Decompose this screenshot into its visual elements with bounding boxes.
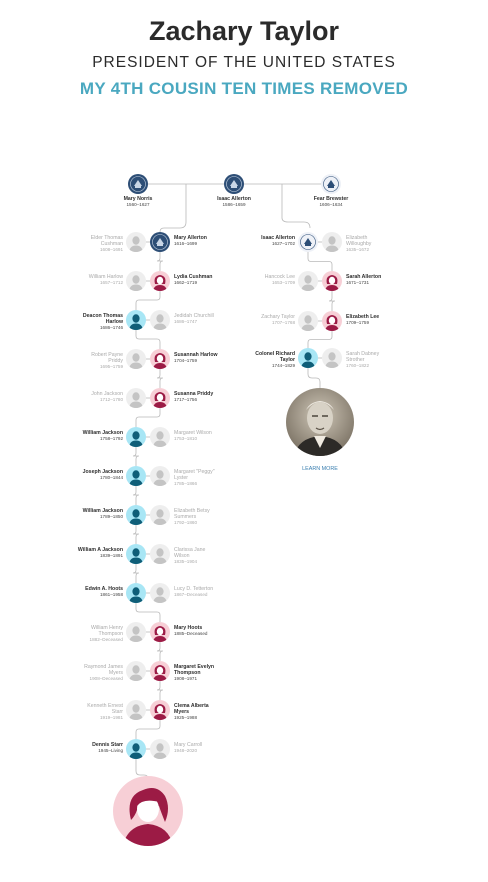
left-gen-7-outer-avatar[interactable] bbox=[126, 466, 146, 486]
left-gen-5-outer-label bbox=[77, 391, 123, 403]
left-gen-12-inner-avatar[interactable] bbox=[150, 661, 170, 681]
left-gen-1-outer-avatar-icon bbox=[126, 232, 146, 252]
right-gen-3-inner-label bbox=[346, 314, 392, 326]
left-gen-3-inner-avatar[interactable] bbox=[150, 310, 170, 330]
left-gen-1-inner-label bbox=[174, 235, 220, 247]
person-name: Elizabeth Betsy Summers bbox=[174, 508, 210, 521]
person-name: William A Jackson bbox=[77, 547, 123, 553]
person-dates: 1662–1719 bbox=[174, 280, 197, 286]
left-gen-4-inner-label bbox=[174, 352, 220, 364]
left-gen-11-outer-label bbox=[77, 625, 123, 644]
left-gen-5-inner-avatar[interactable] bbox=[150, 388, 170, 408]
connector-line bbox=[133, 525, 139, 544]
right-gen-1-inner-label bbox=[346, 235, 392, 254]
person-name: Edwin A. Hoots bbox=[85, 586, 123, 592]
person-dates: 1616–1699 bbox=[174, 241, 197, 247]
connector-line bbox=[157, 642, 163, 661]
right-gen-1-inner-avatar[interactable] bbox=[322, 232, 342, 252]
left-gen-8-inner-label bbox=[174, 508, 220, 527]
left-gen-3-inner-label bbox=[174, 313, 220, 325]
person-dates: 1671–1731 bbox=[346, 280, 369, 286]
person-name: William Jackson bbox=[82, 508, 123, 514]
left-gen-14-inner-avatar[interactable] bbox=[150, 739, 170, 759]
ancestor-avatar-2[interactable] bbox=[224, 174, 244, 194]
right-gen-1-inner-avatar-icon bbox=[322, 232, 342, 252]
left-gen-12-inner-label bbox=[174, 664, 220, 683]
person-dates: 1882–Deceased bbox=[89, 637, 123, 643]
left-gen-3-outer-label bbox=[77, 313, 123, 332]
person-name: Deacon Thomas Harlow bbox=[82, 313, 123, 326]
left-gen-10-outer-label bbox=[77, 586, 123, 598]
right-gen-4-inner-avatar-icon bbox=[322, 348, 342, 368]
left-gen-12-inner-avatar-icon bbox=[150, 661, 170, 681]
left-gen-12-outer-avatar-icon bbox=[126, 661, 146, 681]
person-name: Isaac Allerton bbox=[261, 235, 295, 241]
left-gen-7-inner-label bbox=[174, 469, 220, 488]
right-gen-1-outer-avatar-icon bbox=[298, 232, 318, 252]
left-gen-3-inner-avatar-icon bbox=[150, 310, 170, 330]
left-gen-10-outer-avatar[interactable] bbox=[126, 583, 146, 603]
left-gen-2-outer-avatar[interactable] bbox=[126, 271, 146, 291]
right-gen-3-outer-avatar-icon bbox=[298, 311, 318, 331]
left-gen-11-inner-avatar[interactable] bbox=[150, 622, 170, 642]
person-name: Clarissa Jane Wilson bbox=[174, 547, 206, 560]
left-gen-4-outer-label bbox=[77, 352, 123, 371]
connector-line bbox=[133, 564, 139, 583]
connector-line bbox=[136, 408, 160, 427]
right-gen-1-outer-avatar[interactable] bbox=[298, 232, 318, 252]
ancestor-avatar-2-icon bbox=[224, 174, 244, 194]
right-gen-3-inner-avatar[interactable] bbox=[322, 311, 342, 331]
left-gen-13-inner-label bbox=[174, 703, 220, 722]
left-gen-10-inner-avatar[interactable] bbox=[150, 583, 170, 603]
person-name: Elizabeth Lee bbox=[346, 314, 380, 320]
left-gen-8-outer-label bbox=[77, 508, 123, 520]
left-gen-2-outer-label bbox=[77, 274, 123, 286]
person-name: Margaret Wilson bbox=[174, 430, 212, 436]
left-gen-10-inner-avatar-icon bbox=[150, 583, 170, 603]
person-name: Sarah Dabney Strother bbox=[346, 351, 380, 364]
right-gen-4-inner-label bbox=[346, 351, 392, 370]
left-gen-4-outer-avatar[interactable] bbox=[126, 349, 146, 369]
left-gen-1-inner-avatar-icon bbox=[150, 232, 170, 252]
left-gen-7-outer-avatar-icon bbox=[126, 466, 146, 486]
left-gen-2-outer-avatar-icon bbox=[126, 271, 146, 291]
person-name: Fear Brewster bbox=[313, 196, 349, 202]
person-name: Jedidah Churchill bbox=[174, 313, 214, 319]
left-gen-14-inner-avatar-icon bbox=[150, 739, 170, 759]
person-dates: 1627–1702 bbox=[272, 241, 295, 247]
person-dates: 1780–1844 bbox=[100, 475, 123, 481]
connector-line bbox=[308, 368, 320, 388]
left-gen-7-outer-label bbox=[77, 469, 123, 481]
connector-line bbox=[157, 369, 163, 388]
left-gen-13-inner-avatar-icon bbox=[150, 700, 170, 720]
left-gen-9-inner-label bbox=[174, 547, 220, 566]
person-dates: 1686–1746 bbox=[100, 325, 123, 331]
right-gen-4-inner-avatar[interactable] bbox=[322, 348, 342, 368]
left-gen-12-outer-avatar[interactable] bbox=[126, 661, 146, 681]
person-dates: 1758–1792 bbox=[100, 436, 123, 442]
person-name: Mary Norris bbox=[123, 196, 153, 202]
left-gen-13-outer-avatar[interactable] bbox=[126, 700, 146, 720]
person-name: Colonel Richard Taylor bbox=[255, 351, 295, 364]
left-gen-4-inner-avatar-icon bbox=[150, 349, 170, 369]
connector-line bbox=[136, 330, 160, 349]
person-name: Raymond James Myers bbox=[84, 664, 123, 677]
right-gen-2-outer-avatar-icon bbox=[298, 271, 318, 291]
person-name: Kenneth Ernest Starr bbox=[87, 703, 123, 716]
left-gen-14-outer-label bbox=[77, 742, 123, 754]
person-name: Clema Alberta Myers bbox=[174, 703, 209, 716]
person-dates: 1925–1988 bbox=[174, 715, 197, 721]
right-gen-3-inner-avatar-icon bbox=[322, 311, 342, 331]
left-gen-14-outer-avatar[interactable] bbox=[126, 739, 146, 759]
left-gen-9-outer-avatar[interactable] bbox=[126, 544, 146, 564]
person-name: Hancock Lee bbox=[264, 274, 295, 280]
left-gen-9-outer-avatar-icon bbox=[126, 544, 146, 564]
ancestor-label-2 bbox=[204, 196, 264, 208]
person-dates: 1792–1860 bbox=[174, 520, 197, 526]
person-name: Dennis Starr bbox=[92, 742, 123, 748]
person-dates: 1789–1850 bbox=[100, 514, 123, 520]
right-gen-2-inner-label bbox=[346, 274, 392, 286]
left-gen-4-inner-avatar[interactable] bbox=[150, 349, 170, 369]
left-gen-13-outer-avatar-icon bbox=[126, 700, 146, 720]
connector-line bbox=[136, 291, 160, 310]
my-profile-avatar[interactable] bbox=[113, 776, 183, 846]
connector-line bbox=[136, 720, 160, 739]
person-name: Joseph Jackson bbox=[82, 469, 123, 475]
connector-line bbox=[308, 252, 332, 271]
person-name: William Jackson bbox=[82, 430, 123, 436]
person-dates: 1707–1768 bbox=[272, 320, 295, 326]
left-gen-5-outer-avatar-icon bbox=[126, 388, 146, 408]
left-gen-7-inner-avatar-icon bbox=[150, 466, 170, 486]
left-gen-9-inner-avatar[interactable] bbox=[150, 544, 170, 564]
page-title: Zachary Taylor bbox=[148, 16, 340, 46]
person-dates: 1867–Deceased bbox=[174, 592, 208, 598]
left-gen-6-outer-label bbox=[77, 430, 123, 442]
person-name: Lydia Cushman bbox=[174, 274, 213, 280]
person-name: Elder Thomas Cushman bbox=[90, 235, 123, 248]
person-name: Susannah Harlow bbox=[174, 352, 218, 358]
person-dates: 1653–1709 bbox=[272, 280, 295, 286]
ancestor-avatar-3[interactable] bbox=[321, 174, 341, 194]
person-dates: 1606–1634 bbox=[319, 202, 343, 208]
left-gen-10-inner-label bbox=[174, 586, 220, 598]
ancestor-label-1 bbox=[108, 196, 168, 208]
person-name: Margaret Evelyn Thompson bbox=[174, 664, 215, 677]
right-gen-4-outer-label bbox=[249, 351, 295, 370]
person-dates: 1945–Living bbox=[98, 748, 123, 754]
left-gen-5-outer-avatar[interactable] bbox=[126, 388, 146, 408]
person-dates: 1835–1904 bbox=[174, 559, 197, 565]
left-gen-9-outer-label bbox=[77, 547, 123, 559]
left-gen-14-inner-label bbox=[174, 742, 220, 754]
left-gen-11-inner-label bbox=[174, 625, 220, 637]
right-gen-2-outer-label bbox=[249, 274, 295, 286]
left-gen-8-inner-avatar-icon bbox=[150, 505, 170, 525]
person-dates: 1885–Deceased bbox=[174, 631, 208, 637]
person-name: Mary Allerton bbox=[174, 235, 207, 241]
ancestor-avatar-1[interactable] bbox=[128, 174, 148, 194]
right-gen-4-outer-avatar[interactable] bbox=[298, 348, 318, 368]
relationship-label: MY 4TH COUSIN TEN TIMES REMOVED bbox=[79, 79, 409, 98]
right-gen-2-inner-avatar[interactable] bbox=[322, 271, 342, 291]
left-gen-6-inner-avatar-icon bbox=[150, 427, 170, 447]
page-subtitle: PRESIDENT OF THE UNITED STATES bbox=[92, 54, 396, 71]
person-name: William Harlow bbox=[88, 274, 123, 280]
right-gen-3-outer-label bbox=[249, 314, 295, 326]
person-name: Mary Carroll bbox=[174, 742, 203, 748]
left-gen-13-inner-avatar[interactable] bbox=[150, 700, 170, 720]
left-gen-4-outer-avatar-icon bbox=[126, 349, 146, 369]
person-dates: 1908–Deceased bbox=[89, 676, 123, 682]
person-dates: 1695–1759 bbox=[100, 364, 123, 370]
left-gen-2-inner-avatar[interactable] bbox=[150, 271, 170, 291]
person-name: Robert Payne Priddy bbox=[91, 352, 123, 365]
person-dates: 1704–1759 bbox=[174, 358, 197, 364]
ancestor-avatar-1-icon bbox=[128, 174, 148, 194]
left-gen-9-inner-avatar-icon bbox=[150, 544, 170, 564]
right-gen-4-outer-avatar-icon bbox=[298, 348, 318, 368]
left-gen-11-outer-avatar[interactable] bbox=[126, 622, 146, 642]
person-name: Elizabeth Willoughby bbox=[346, 235, 372, 248]
person-dates: 1608–1691 bbox=[100, 247, 123, 253]
left-gen-11-outer-avatar-icon bbox=[126, 622, 146, 642]
left-gen-2-inner-avatar-icon bbox=[150, 271, 170, 291]
connector-line bbox=[157, 681, 163, 700]
right-gen-1-outer-label bbox=[249, 235, 295, 247]
ancestor-avatar-3-icon bbox=[321, 174, 341, 194]
person-dates: 1657–1712 bbox=[100, 280, 123, 286]
right-gen-3-outer-avatar[interactable] bbox=[298, 311, 318, 331]
left-gen-8-outer-avatar[interactable] bbox=[126, 505, 146, 525]
person-dates: 1586–1659 bbox=[222, 202, 246, 208]
zachary-taylor-portrait[interactable] bbox=[286, 388, 354, 456]
left-gen-6-outer-avatar-icon bbox=[126, 427, 146, 447]
right-gen-2-outer-avatar[interactable] bbox=[298, 271, 318, 291]
person-dates: 1919–1981 bbox=[100, 715, 123, 721]
person-dates: 1753–1810 bbox=[174, 436, 197, 442]
person-dates: 1717–1756 bbox=[174, 397, 197, 403]
person-name: Mary Hoots bbox=[174, 625, 203, 631]
person-name: Lucy D. Tetterton bbox=[174, 586, 214, 592]
left-gen-1-outer-avatar[interactable] bbox=[126, 232, 146, 252]
left-gen-12-outer-label bbox=[77, 664, 123, 683]
connector-line bbox=[133, 447, 139, 466]
person-dates: 1948–2020 bbox=[174, 748, 197, 754]
person-name: Zachary Taylor bbox=[261, 314, 295, 320]
left-gen-2-inner-label bbox=[174, 274, 220, 286]
left-gen-1-outer-label bbox=[77, 235, 123, 254]
ancestor-label-3 bbox=[301, 196, 361, 208]
person-dates: 1908–1971 bbox=[174, 676, 197, 682]
person-dates: 1839–1891 bbox=[100, 553, 123, 559]
left-gen-5-inner-label bbox=[174, 391, 220, 403]
person-name: John Jackson bbox=[91, 391, 123, 397]
person-dates: 1744–1829 bbox=[272, 363, 295, 369]
learn-more-link[interactable]: LEARN MORE bbox=[302, 466, 338, 472]
connector-line bbox=[329, 291, 335, 311]
left-gen-14-outer-avatar-icon bbox=[126, 739, 146, 759]
person-dates: 1785–1866 bbox=[174, 481, 197, 487]
left-gen-1-inner-avatar[interactable] bbox=[150, 232, 170, 252]
left-gen-6-inner-label bbox=[174, 430, 220, 442]
left-gen-5-inner-avatar-icon bbox=[150, 388, 170, 408]
person-name: Isaac Allerton bbox=[217, 196, 251, 202]
person-name: Susanna Priddy bbox=[174, 391, 214, 397]
left-gen-6-outer-avatar[interactable] bbox=[126, 427, 146, 447]
person-dates: 1560–1627 bbox=[126, 202, 150, 208]
left-gen-3-outer-avatar[interactable] bbox=[126, 310, 146, 330]
connector-line bbox=[308, 331, 332, 348]
left-gen-7-inner-avatar[interactable] bbox=[150, 466, 170, 486]
left-gen-13-outer-label bbox=[77, 703, 123, 722]
left-gen-8-outer-avatar-icon bbox=[126, 505, 146, 525]
person-name: Margaret "Peggy" Lyster bbox=[174, 469, 215, 482]
person-dates: 1760–1822 bbox=[346, 363, 369, 369]
left-gen-3-outer-avatar-icon bbox=[126, 310, 146, 330]
connector-line bbox=[133, 486, 139, 505]
person-dates: 1686–1747 bbox=[174, 319, 197, 325]
left-gen-6-inner-avatar[interactable] bbox=[150, 427, 170, 447]
connector-line bbox=[136, 603, 160, 622]
left-gen-11-inner-avatar-icon bbox=[150, 622, 170, 642]
left-gen-10-outer-avatar-icon bbox=[126, 583, 146, 603]
left-gen-8-inner-avatar[interactable] bbox=[150, 505, 170, 525]
person-dates: 1712–1780 bbox=[100, 397, 123, 403]
person-name: Sarah Allerton bbox=[346, 274, 382, 280]
connector-line bbox=[157, 252, 163, 271]
person-name: William Henry Thompson bbox=[91, 625, 123, 638]
person-dates: 1861–1958 bbox=[100, 592, 123, 598]
person-dates: 1709–1759 bbox=[346, 320, 369, 326]
person-dates: 1635–1672 bbox=[346, 247, 369, 253]
right-gen-2-inner-avatar-icon bbox=[322, 271, 342, 291]
